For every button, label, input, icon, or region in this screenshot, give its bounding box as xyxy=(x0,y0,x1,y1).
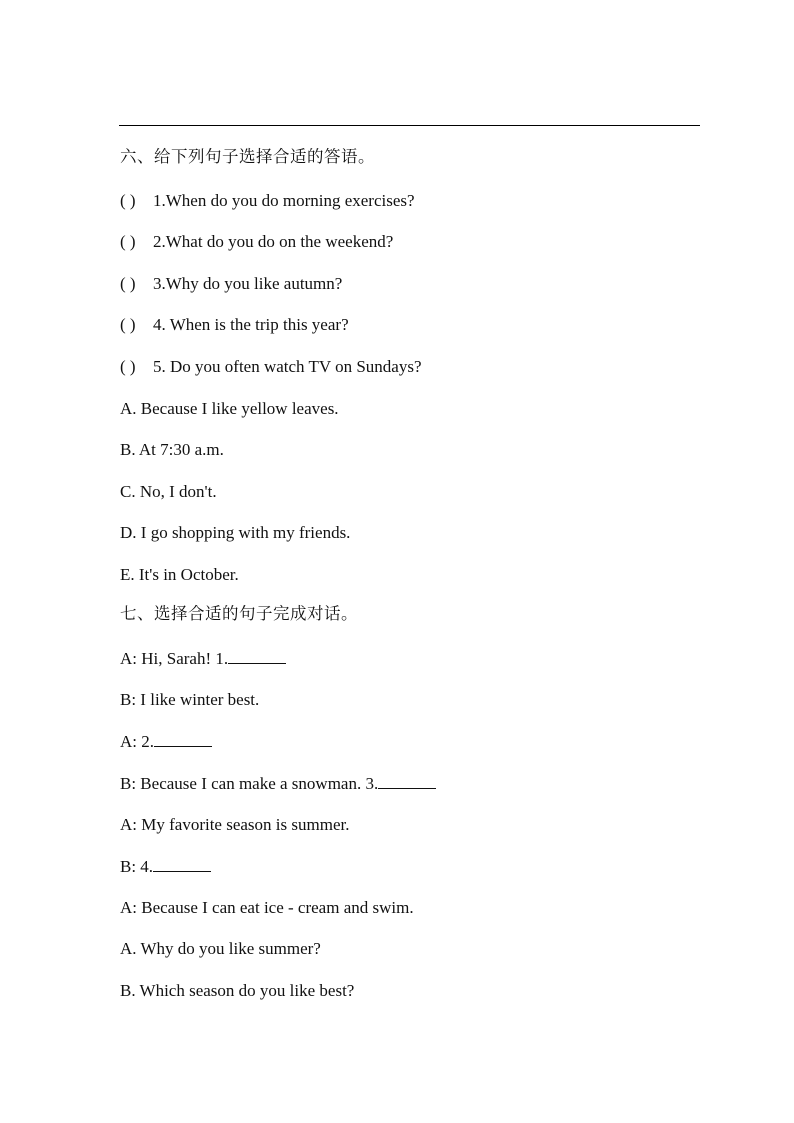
dialogue-line-3 xyxy=(120,731,212,752)
dialogue-line-4 xyxy=(120,773,436,794)
dialogue-line-6 xyxy=(120,856,211,877)
question-text: 1.When do you do morning exercises? xyxy=(153,191,415,210)
question-4 xyxy=(120,315,349,335)
question-text: 2.What do you do on the weekend? xyxy=(153,232,394,251)
question-5 xyxy=(120,357,422,377)
dialogue-text: B: I like winter best. xyxy=(120,690,260,709)
answer-paren[interactable]: ( ) xyxy=(120,274,136,293)
dialogue-line-5 xyxy=(120,815,349,835)
answer-paren[interactable]: ( ) xyxy=(120,191,136,210)
dialogue-text: B: Because I can make a snowman. 3. xyxy=(120,774,379,793)
dialogue-text: A: Hi, Sarah! 1. xyxy=(120,649,229,668)
section6-heading: 六、给下列句子选择合适的答语。 xyxy=(120,147,375,166)
sentence-option-b: B. Which season do you like best? xyxy=(120,981,355,1000)
header-rule xyxy=(119,125,700,126)
sentence-option-a: A. Why do you like summer? xyxy=(120,939,321,958)
answer-option-c: C. No, I don't. xyxy=(120,482,217,501)
section7-heading: 七、选择合适的句子完成对话。 xyxy=(120,604,358,623)
question-text: 5. Do you often watch TV on Sundays? xyxy=(153,357,422,376)
answer-paren[interactable]: ( ) xyxy=(120,357,136,376)
answer-option-d: D. I go shopping with my friends. xyxy=(120,523,351,542)
question-2 xyxy=(120,232,393,252)
dialogue-text: A: Because I can eat ice - cream and swim. xyxy=(120,898,414,917)
answer-blank[interactable] xyxy=(153,856,211,872)
answer-paren[interactable]: ( ) xyxy=(120,315,136,334)
answer-option-a: A. Because I like yellow leaves. xyxy=(120,399,339,418)
answer-blank[interactable] xyxy=(378,773,436,789)
answer-option-b: B. At 7:30 a.m. xyxy=(120,440,224,459)
dialogue-text: B: 4. xyxy=(120,857,154,876)
answer-blank[interactable] xyxy=(228,648,286,664)
dialogue-text: A: 2. xyxy=(120,732,154,751)
question-3 xyxy=(120,274,342,294)
question-text: 3.Why do you like autumn? xyxy=(153,274,343,293)
dialogue-line-7 xyxy=(120,898,414,918)
question-text: 4. When is the trip this year? xyxy=(153,315,349,334)
answer-option-e: E. It's in October. xyxy=(120,565,239,584)
answer-paren[interactable]: ( ) xyxy=(120,232,136,251)
question-1 xyxy=(120,191,415,211)
answer-blank[interactable] xyxy=(154,731,212,747)
dialogue-line-1 xyxy=(120,648,286,669)
dialogue-line-2 xyxy=(120,690,259,710)
dialogue-text: A: My favorite season is summer. xyxy=(120,815,350,834)
